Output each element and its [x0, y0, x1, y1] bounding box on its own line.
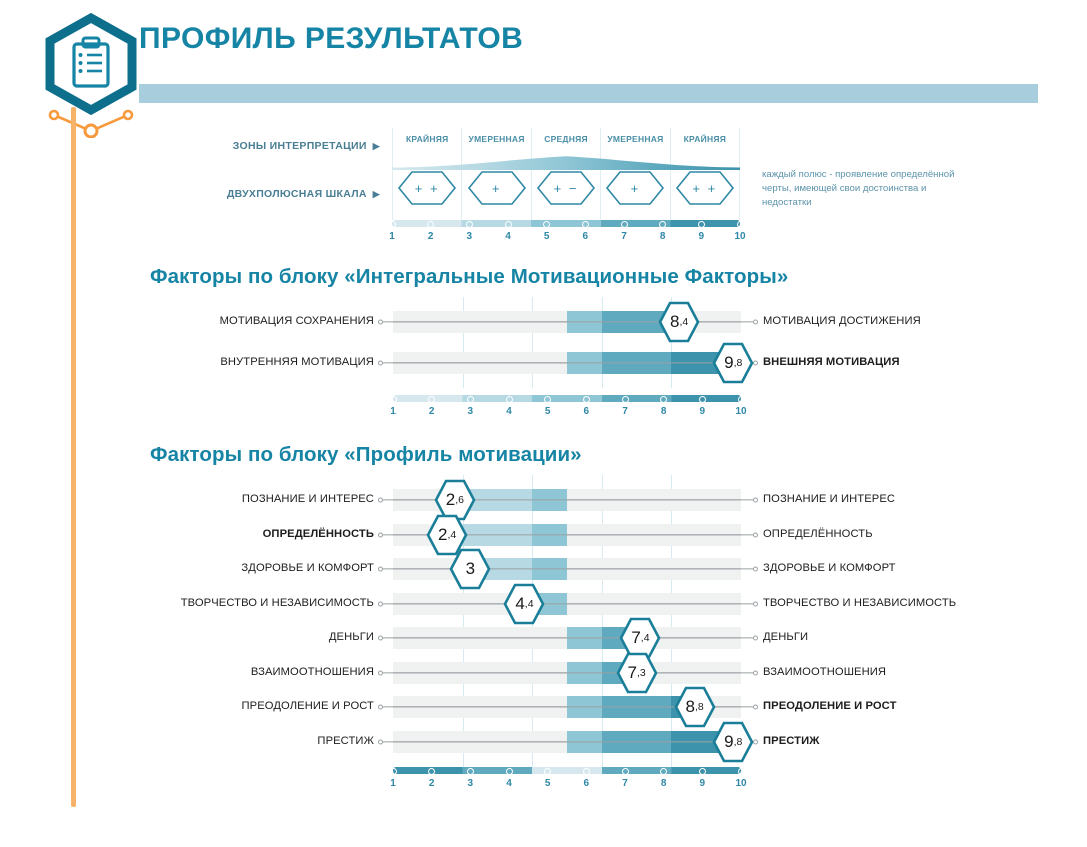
polarity-hexagon-icon: [467, 170, 527, 206]
track-cap-dot-right: [753, 601, 758, 606]
factor-row[interactable]: [0, 725, 1087, 759]
axis-tick-pin: [389, 221, 396, 228]
score-marker[interactable]: [444, 546, 496, 592]
score-value: 2 ,4: [438, 524, 457, 544]
track-cap-dot-right: [753, 567, 758, 572]
track-cap-dot-right: [753, 532, 758, 537]
zone-name: КРАЙНЯЯ: [405, 134, 449, 144]
track-cap-line-right: [741, 637, 753, 638]
factor-label-left: ПОЗНАНИЕ И ИНТЕРЕС: [241, 493, 374, 506]
axis-tick-label: 8: [659, 231, 666, 242]
zone-column-1: [392, 128, 461, 220]
axis-tick-label: 2: [428, 778, 435, 789]
score-marker[interactable]: [653, 299, 705, 345]
clipboard-hexagon-icon: [36, 8, 146, 138]
track-cap-line-right: [741, 672, 753, 673]
track-cap-line-right: [741, 534, 753, 535]
score-value: 9 ,8: [724, 353, 743, 372]
factor-label-right: ПОЗНАНИЕ И ИНТЕРЕС: [763, 493, 896, 506]
factor-row[interactable]: [0, 690, 1087, 724]
score-value: 4 ,4: [515, 593, 534, 613]
zone-name: КРАЙНЯЯ: [683, 134, 727, 144]
track-cap-line-right: [741, 568, 753, 569]
score-value: 2 ,6: [445, 490, 464, 509]
track-cap-dot-right: [753, 705, 758, 710]
score-marker[interactable]: [707, 719, 759, 765]
axis-tick-pin: [506, 396, 513, 403]
axis-tick-pin: [737, 221, 744, 228]
factor-track[interactable]: [393, 662, 741, 684]
axis-tick-label: 7: [621, 231, 627, 242]
axis-tick-label: 8: [660, 406, 667, 417]
polarity-hexagon-icon: [397, 170, 457, 206]
factor-label-right: ВНЕШНЯЯ МОТИВАЦИЯ: [763, 356, 900, 369]
axis-tick-label: 5: [544, 778, 551, 789]
triangle-right-icon: ▶: [372, 141, 380, 151]
axis-tick-pin: [505, 221, 512, 228]
axis-tick-label: 1: [390, 778, 396, 789]
axis-tick-label: 6: [582, 231, 589, 242]
factor-label-right: ТВОРЧЕСТВО И НЕЗАВИСИМОСТЬ: [763, 596, 957, 609]
score-value: 7 ,3: [627, 662, 646, 682]
axis-tick-label: 5: [544, 406, 551, 417]
axis-tick-label: 5: [543, 231, 550, 242]
zone-name: УМЕРЕННАЯ: [607, 134, 664, 144]
zone-column-4: [600, 128, 669, 220]
axis-gradient-bar: [392, 220, 740, 227]
axis-tick-pin: [698, 221, 705, 228]
axis-tick-label: 2: [427, 231, 434, 242]
axis-tick-label: 9: [699, 778, 706, 789]
factor-track-area[interactable]: [378, 587, 758, 621]
factor-row[interactable]: [0, 305, 1087, 339]
factor-label-right: ПРЕСТИЖ: [763, 734, 820, 747]
track-cap-dot-right: [753, 670, 758, 675]
factor-track-area[interactable]: [378, 346, 758, 380]
polarity-symbol: + +: [692, 180, 718, 196]
factor-track-area[interactable]: [378, 690, 758, 724]
axis-tick-pin: [506, 768, 513, 775]
score-value: 9 ,8: [724, 731, 743, 751]
triangle-right-icon: ▶: [372, 189, 380, 199]
track-cap-line-right: [741, 499, 753, 500]
title-rule: [139, 84, 1038, 103]
axis-tick-pin: [390, 768, 397, 775]
axis-tick-label: 3: [467, 406, 474, 417]
factor-label-left: ПРЕСТИЖ: [317, 734, 374, 747]
axis-tick-label: 8: [660, 778, 667, 789]
axis-gradient-bar: [393, 395, 741, 402]
axis-tick-pin: [699, 396, 706, 403]
section-rows-1: [0, 305, 1087, 417]
axis-tick-label: 10: [735, 406, 747, 417]
axis-tick-label: 9: [698, 231, 705, 242]
legend-note: каждый полюс - проявление определённой черты, имеющей свои достоинства и недостатки: [762, 169, 955, 208]
axis-tick-label: 4: [506, 778, 512, 789]
factor-label-left: ЗДОРОВЬЕ И КОМФОРТ: [241, 562, 374, 575]
track-cap-dot-right: [753, 320, 758, 325]
score-value: 7 ,4: [631, 628, 650, 647]
factor-label-left: ОПРЕДЕЛЁННОСТЬ: [262, 527, 374, 540]
axis-tick-label: 2: [428, 406, 435, 417]
axis-gradient-bar: [393, 767, 741, 774]
axis-tick-pin: [466, 221, 473, 228]
axis-tick-pin: [622, 768, 629, 775]
track-midline-overlay: [393, 672, 741, 673]
axis-tick-pin: [621, 221, 628, 228]
axis-tick-label: 3: [466, 231, 473, 242]
track-cap-line-right: [741, 321, 753, 322]
legend-scale-label: ДВУХПОЛЮСНАЯ ШКАЛА ▶: [226, 188, 380, 200]
track-cap-dot-right: [753, 636, 758, 641]
track-midline-overlay: [393, 603, 741, 604]
factor-label-left: ПРЕОДОЛЕНИЕ И РОСТ: [241, 700, 374, 713]
axis-tick-label: 3: [467, 778, 474, 789]
zone-curve: [392, 154, 740, 170]
page-title: ПРОФИЛЬ РЕЗУЛЬТАТОВ: [139, 22, 524, 55]
score-marker[interactable]: [611, 650, 663, 696]
axis-tick-label: 4: [505, 231, 511, 242]
score-marker[interactable]: [498, 581, 550, 627]
factor-track[interactable]: [393, 627, 741, 649]
zone-name: СРЕДНЯЯ: [544, 134, 588, 144]
factor-label-right: МОТИВАЦИЯ ДОСТИЖЕНИЯ: [763, 315, 921, 328]
factor-row[interactable]: [0, 346, 1087, 380]
factor-track[interactable]: [393, 352, 741, 374]
section-title-2: Факторы по блоку «Профиль мотивации»: [150, 443, 582, 466]
polarity-symbol: + −: [553, 180, 579, 196]
axis-tick-label: 10: [735, 778, 747, 789]
factor-label-right: ЗДОРОВЬЕ И КОМФОРТ: [763, 562, 896, 575]
factor-track-area[interactable]: [378, 621, 758, 655]
factor-label-left: ДЕНЬГИ: [328, 631, 374, 644]
zone-columns: [392, 128, 740, 220]
axis-tick-pin: [583, 768, 590, 775]
zone-column-3: [531, 128, 600, 220]
zone-name: УМЕРЕННАЯ: [468, 134, 525, 144]
factor-label-right: ДЕНЬГИ: [763, 631, 809, 644]
track-cap-line-right: [741, 706, 753, 707]
track-cap-dot-right: [753, 498, 758, 503]
factor-label-right: ВЗАИМООТНОШЕНИЯ: [763, 665, 887, 678]
factor-label-left: ТВОРЧЕСТВО И НЕЗАВИСИМОСТЬ: [180, 596, 374, 609]
axis-tick-label: 9: [699, 406, 706, 417]
polarity-hexagon-icon: [536, 170, 596, 206]
section-axis-1: [390, 395, 747, 425]
track-midline-overlay: [393, 741, 741, 742]
factor-track-area[interactable]: [378, 305, 758, 339]
logo: [36, 8, 146, 138]
polarity-symbol: + +: [414, 180, 440, 196]
score-marker[interactable]: [707, 340, 759, 386]
track-midline-overlay: [393, 637, 741, 638]
factor-row[interactable]: [0, 656, 1087, 690]
axis-tick-label: 6: [583, 406, 590, 417]
axis-tick-pin: [467, 396, 474, 403]
score-value: 8 ,8: [685, 697, 704, 716]
axis-tick-label: 7: [622, 778, 628, 789]
zone-column-5: [670, 128, 740, 220]
axis-tick-pin: [582, 221, 589, 228]
axis-tick-label: 1: [389, 231, 395, 242]
score-value: 3: [465, 559, 476, 578]
legend-zone-grid: [392, 128, 740, 220]
factor-label-right: ОПРЕДЕЛЁННОСТЬ: [763, 527, 873, 540]
axis-tick-pin: [738, 396, 745, 403]
section-rows-2: [0, 483, 1087, 789]
factor-label-left: ВЗАИМООТНОШЕНИЯ: [250, 665, 374, 678]
axis-tick-label: 1: [390, 406, 396, 417]
factor-row[interactable]: [0, 483, 1087, 517]
axis-tick-pin: [390, 396, 397, 403]
axis-tick-label: 7: [622, 406, 628, 417]
polarity-hexagon-icon: [675, 170, 735, 206]
score-value: 8 ,4: [670, 312, 689, 331]
legend-zones-label: ЗОНЫ ИНТЕРПРЕТАЦИИ ▶: [232, 140, 380, 152]
polarity-symbol: +: [630, 180, 641, 196]
factor-track-area[interactable]: [378, 518, 758, 552]
axis-tick-label: 4: [506, 406, 512, 417]
section-title-1: Факторы по блоку «Интегральные Мотивационные Факторы»: [150, 265, 789, 288]
axis-tick-pin: [622, 396, 629, 403]
track-midline-overlay: [393, 362, 741, 363]
axis-tick-pin: [738, 768, 745, 775]
axis-tick-pin: [583, 396, 590, 403]
zone-column-2: [461, 128, 530, 220]
factor-label-left: МОТИВАЦИЯ СОХРАНЕНИЯ: [219, 315, 374, 328]
factor-label-right: ПРЕОДОЛЕНИЕ И РОСТ: [763, 700, 897, 713]
polarity-symbol: +: [491, 180, 502, 196]
factor-label-left: ВНУТРЕННЯЯ МОТИВАЦИЯ: [220, 356, 374, 369]
factor-track[interactable]: [393, 593, 741, 615]
track-cap-line-right: [741, 603, 753, 604]
factor-row[interactable]: [0, 518, 1087, 552]
polarity-hexagon-icon: [605, 170, 665, 206]
axis-tick-label: 10: [734, 231, 746, 242]
factor-track[interactable]: [393, 731, 741, 753]
axis-tick-pin: [467, 768, 474, 775]
factor-row[interactable]: [0, 587, 1087, 621]
section-axis-2: [390, 767, 747, 797]
axis-tick-label: 6: [583, 778, 590, 789]
legend-axis: [389, 220, 746, 250]
axis-tick-pin: [699, 768, 706, 775]
